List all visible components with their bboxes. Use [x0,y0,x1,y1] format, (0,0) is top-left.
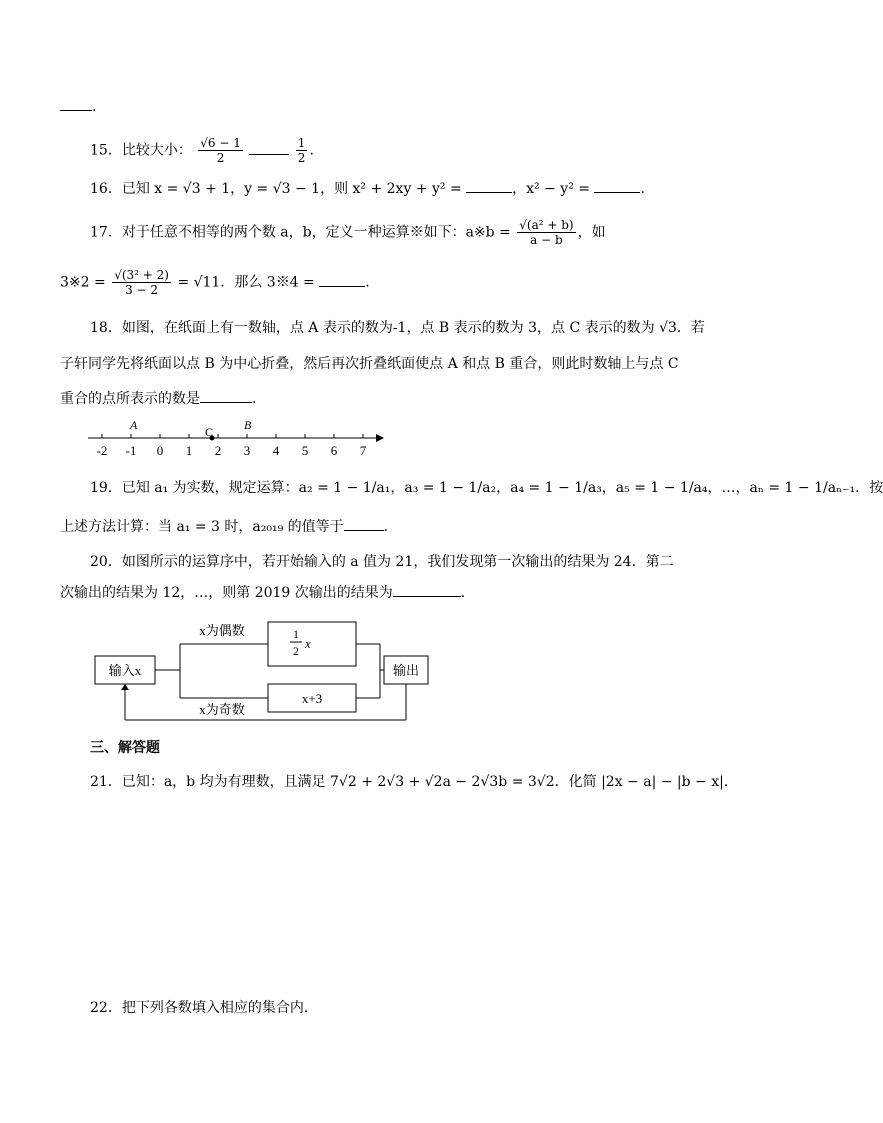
q17-text: 17．对于任意不相等的两个数 a，b，定义一种运算※如下：a※b = [90,224,511,241]
half-box [268,622,356,666]
question-17-example: 3※2 = $\frac{\text{√(3² + 2)}}{3 - 2}$ = √11．那么 3※4 = . [60,268,370,297]
half-denominator: 2 [293,644,299,658]
tick-label: -1 [125,443,137,458]
q20-line-2: 次输出的结果为 12，…，则第 2019 次输出的结果为 . [60,582,465,603]
q15-blank[interactable] [249,140,289,155]
q18-blank[interactable] [200,388,252,403]
point-a-label: A [130,418,138,432]
q20-blank[interactable] [393,582,461,597]
tick-label: 7 [359,443,367,458]
q19-line-1: 19．已知 a₁ 为实数，规定运算：a₂ = 1 − 1/a₁，a₃ = 1 − 1/a₂，a₄ = 1 − 1/a₃，a₅ = 1 − 1/a₄，…，aₙ = 1 − 1/aₙ₋₁．按 [90,480,883,496]
question-21: 21．已知：a，b 均为有理数，且满足 7√2 + 2√3 + √2a − 2√3b = 3√2．化简 |2x − a| − |b − x|． [90,774,738,790]
tick-label: 6 [330,443,338,458]
q16-blank-2[interactable] [594,178,640,193]
number-line-arrow [376,434,384,442]
tick-label: 4 [272,443,280,458]
tick-label: 0 [156,443,164,458]
q15-text: 15．比较大小： [90,142,192,159]
question-16: 16．已知 x = √3 + 1，y = √3 − 1，则 x² + 2xy + y² = ，x² − y² = . [90,178,645,199]
flowchart [90,618,440,726]
question-17: 17．对于任意不相等的两个数 a，b，定义一种运算※如下：a※b = $\frac{\text{√(a² + b)}}{a - b}$ ，如 [90,218,606,247]
output-label: 输出 [392,663,420,678]
q17-fraction: $\frac{\text{√(a² + b)}}{a - b}$ [519,218,574,247]
plus3-label: x+3 [301,691,323,706]
tick-label: -2 [96,443,108,458]
q19-line-2: 上述方法计算：当 a₁ = 3 时，a₂₀₁₉ 的值等于 . [60,516,388,537]
half-variable: x [305,636,311,651]
q20-line-1: 20．如图所示的运算序中，若开始输入的 a 值为 21，我们发现第一次输出的结果为 24．第二 [90,554,674,570]
number-line [86,416,386,460]
q17-blank[interactable] [319,272,365,287]
feedback-arrow [121,684,129,690]
q18-line-2: 子轩同学先将纸面以点 B 为中心折叠，然后再次折叠纸面使点 A 和点 B 重合，则此时数轴上与点 C [60,356,679,372]
section-3-heading: 三、解答题 [90,740,160,756]
q15-fraction-2: $\frac{1}{2}$ [297,136,306,165]
question-15: 15．比较大小： $\frac{√6 - 1}{2}$ $\frac{1}{2}$ . [90,136,314,165]
half-numerator: 1 [293,627,299,641]
q16-blank-1[interactable] [466,178,512,193]
input-label: 输入x [108,663,142,678]
odd-label: x为奇数 [199,702,245,717]
tick-label: 1 [185,443,193,458]
point-c-label: C [205,425,214,439]
q16-text: 16．已知 x = √3 + 1，y = √3 − 1，则 x² + 2xy + y² = [90,181,462,197]
tick-label: 3 [243,443,251,458]
tick-label: 5 [301,443,309,458]
q14-tail: . [60,96,96,117]
q19-blank[interactable] [344,516,384,531]
tick-label: 2 [214,443,222,458]
q15-fraction-1: $\frac{√6 - 1}{2}$ [200,136,241,165]
q18-line-1: 18．如图，在纸面上有一数轴，点 A 表示的数为-1，点 B 表示的数为 3，点 C 表示的数为 √3．若 [90,320,705,336]
q17-example-fraction: $\frac{\text{√(3² + 2)}}{3 - 2}$ [114,268,169,297]
point-b-label: B [244,418,252,432]
even-label: x为偶数 [199,623,245,638]
question-22: 22．把下列各数填入相应的集合内. [90,1000,309,1016]
q18-line-3: 重合的点所表示的数是 . [60,388,256,409]
